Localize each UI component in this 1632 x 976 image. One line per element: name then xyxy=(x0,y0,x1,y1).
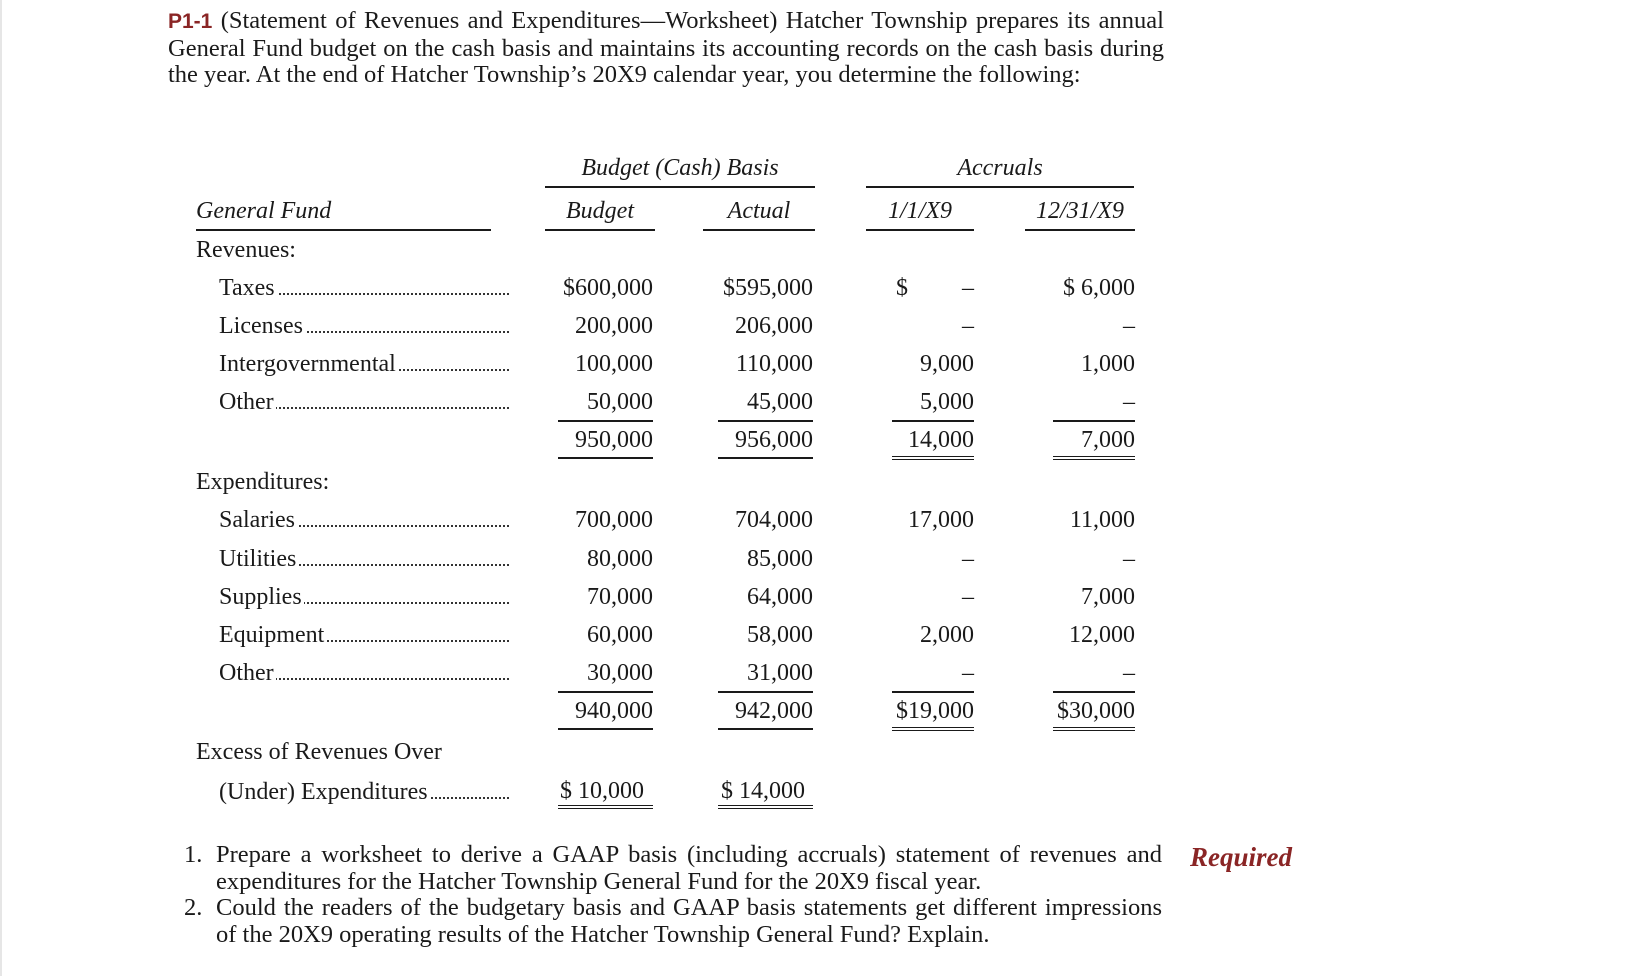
cell-close: – xyxy=(1123,660,1135,686)
cell-open: – xyxy=(962,584,974,610)
group-header-rule xyxy=(545,186,815,188)
cell-close: – xyxy=(1123,313,1135,339)
page-edge xyxy=(0,0,2,976)
cell-open: 9,000 xyxy=(920,351,974,377)
cell-actual: 31,000 xyxy=(747,660,813,686)
subtotal-rule xyxy=(892,691,974,693)
total-close: $30,000 xyxy=(1057,698,1135,724)
cell-open: 5,000 xyxy=(920,389,974,415)
group-header-rule xyxy=(866,186,1134,188)
column-header-open: 1/1/X9 xyxy=(888,198,952,224)
cell-actual: 85,000 xyxy=(747,546,813,572)
cell-close: – xyxy=(1123,546,1135,572)
double-rule xyxy=(718,805,813,809)
cell-budget: 70,000 xyxy=(587,584,653,610)
required-list xyxy=(180,842,1162,948)
cell-open: – xyxy=(962,546,974,572)
section-heading-revenues: Revenues: xyxy=(196,237,296,263)
row-label: Other xyxy=(219,388,509,416)
cell-budget: 700,000 xyxy=(575,507,653,533)
group-header-budget-basis: Budget (Cash) Basis xyxy=(581,155,779,181)
cell-close: 1,000 xyxy=(1081,351,1135,377)
cell-close: 7,000 xyxy=(1081,584,1135,610)
section-heading-expenditures: Expenditures: xyxy=(196,469,330,495)
cell-actual: $595,000 xyxy=(723,275,813,301)
column-header-close: 12/31/X9 xyxy=(1036,198,1124,224)
list-item: 2. Could the readers of the budgetary basis and GAAP basis statements get different impressions of the 20X9 operating results of the Hatcher Township General Fund? Explain. xyxy=(184,894,1162,948)
row-label: Utilities xyxy=(219,545,509,573)
cell-open: – xyxy=(962,660,974,686)
cell-budget: 50,000 xyxy=(587,389,653,415)
column-header-rule xyxy=(703,229,815,231)
total-budget: 940,000 xyxy=(575,698,653,724)
subtotal-rule xyxy=(1053,691,1135,693)
row-label: Supplies xyxy=(219,583,509,611)
double-rule xyxy=(892,727,974,731)
total-open: $19,000 xyxy=(896,698,974,724)
subtotal-rule xyxy=(718,691,813,693)
subtotal-rule xyxy=(558,420,653,422)
cell-open: 17,000 xyxy=(908,507,974,533)
cell-budget: $600,000 xyxy=(563,275,653,301)
row-label: Equipment xyxy=(219,621,509,649)
subtotal-rule xyxy=(558,691,653,693)
cell-budget: 200,000 xyxy=(575,313,653,339)
cell-actual: 206,000 xyxy=(735,313,813,339)
cell-open: 2,000 xyxy=(920,622,974,648)
total-actual: 956,000 xyxy=(735,427,813,453)
excess-label-line2: (Under) Expenditures xyxy=(219,778,509,806)
column-header-actual: Actual xyxy=(727,198,791,224)
total-open: 14,000 xyxy=(908,427,974,453)
cell-close: – xyxy=(1123,389,1135,415)
cell-close: $ 6,000 xyxy=(1063,275,1135,301)
column-header-budget: Budget xyxy=(566,198,634,224)
cell-open: – xyxy=(962,275,974,301)
subtotal-rule xyxy=(1053,420,1135,422)
subtotal-rule xyxy=(892,420,974,422)
excess-actual: $ 14,000 xyxy=(721,778,805,804)
cell-actual: 110,000 xyxy=(735,351,813,377)
double-rule xyxy=(558,805,653,809)
cell-budget: 100,000 xyxy=(575,351,653,377)
excess-label-line1: Excess of Revenues Over xyxy=(196,739,442,765)
cell-open: – xyxy=(962,313,974,339)
total-rule xyxy=(558,728,653,730)
total-close: 7,000 xyxy=(1081,427,1135,453)
total-rule xyxy=(718,457,813,459)
double-rule xyxy=(892,456,974,460)
group-header-accruals: Accruals xyxy=(957,155,1043,181)
double-rule xyxy=(1053,727,1135,731)
problem-text: (Statement of Revenues and Expenditures—Worksheet) Hatcher Township prepares its annual General Fund budget on the cash basis and maintains its accounting records on the cash basis during the year. At the end of Hatcher Township’s 20X9 calendar year, you determine the following: xyxy=(168,7,1164,88)
total-rule xyxy=(558,457,653,459)
row-label: Taxes xyxy=(219,274,509,302)
excess-budget: $ 10,000 xyxy=(560,778,644,804)
cell-budget: 30,000 xyxy=(587,660,653,686)
subtotal-rule xyxy=(718,420,813,422)
cell-actual: 58,000 xyxy=(747,622,813,648)
cell-close: 12,000 xyxy=(1069,622,1135,648)
total-rule xyxy=(718,728,813,730)
problem-statement xyxy=(168,8,1164,89)
required-label: Required xyxy=(1190,842,1293,872)
total-budget: 950,000 xyxy=(575,427,653,453)
cell-actual: 45,000 xyxy=(747,389,813,415)
double-rule xyxy=(1053,456,1135,460)
column-header-rule xyxy=(866,229,974,231)
list-item: 1. Prepare a worksheet to derive a GAAP basis (including accruals) statement of revenues and expenditures for the Hatcher Township General Fund for the 20X9 fiscal year. xyxy=(184,841,1162,895)
column-header-rule xyxy=(196,229,491,231)
row-label: Other xyxy=(219,659,509,687)
column-header-general-fund: General Fund xyxy=(196,198,332,224)
cell-open-sign: $ xyxy=(896,275,908,301)
cell-budget: 60,000 xyxy=(587,622,653,648)
row-label: Salaries xyxy=(219,506,509,534)
cell-actual: 64,000 xyxy=(747,584,813,610)
cell-budget: 80,000 xyxy=(587,546,653,572)
column-header-rule xyxy=(545,229,655,231)
row-label: Licenses xyxy=(219,312,509,340)
total-actual: 942,000 xyxy=(735,698,813,724)
row-label: Intergovernmental xyxy=(219,350,509,378)
column-header-rule xyxy=(1025,229,1135,231)
cell-close: 11,000 xyxy=(1069,507,1135,533)
problem-id: P1-1 xyxy=(168,10,213,33)
cell-actual: 704,000 xyxy=(735,507,813,533)
